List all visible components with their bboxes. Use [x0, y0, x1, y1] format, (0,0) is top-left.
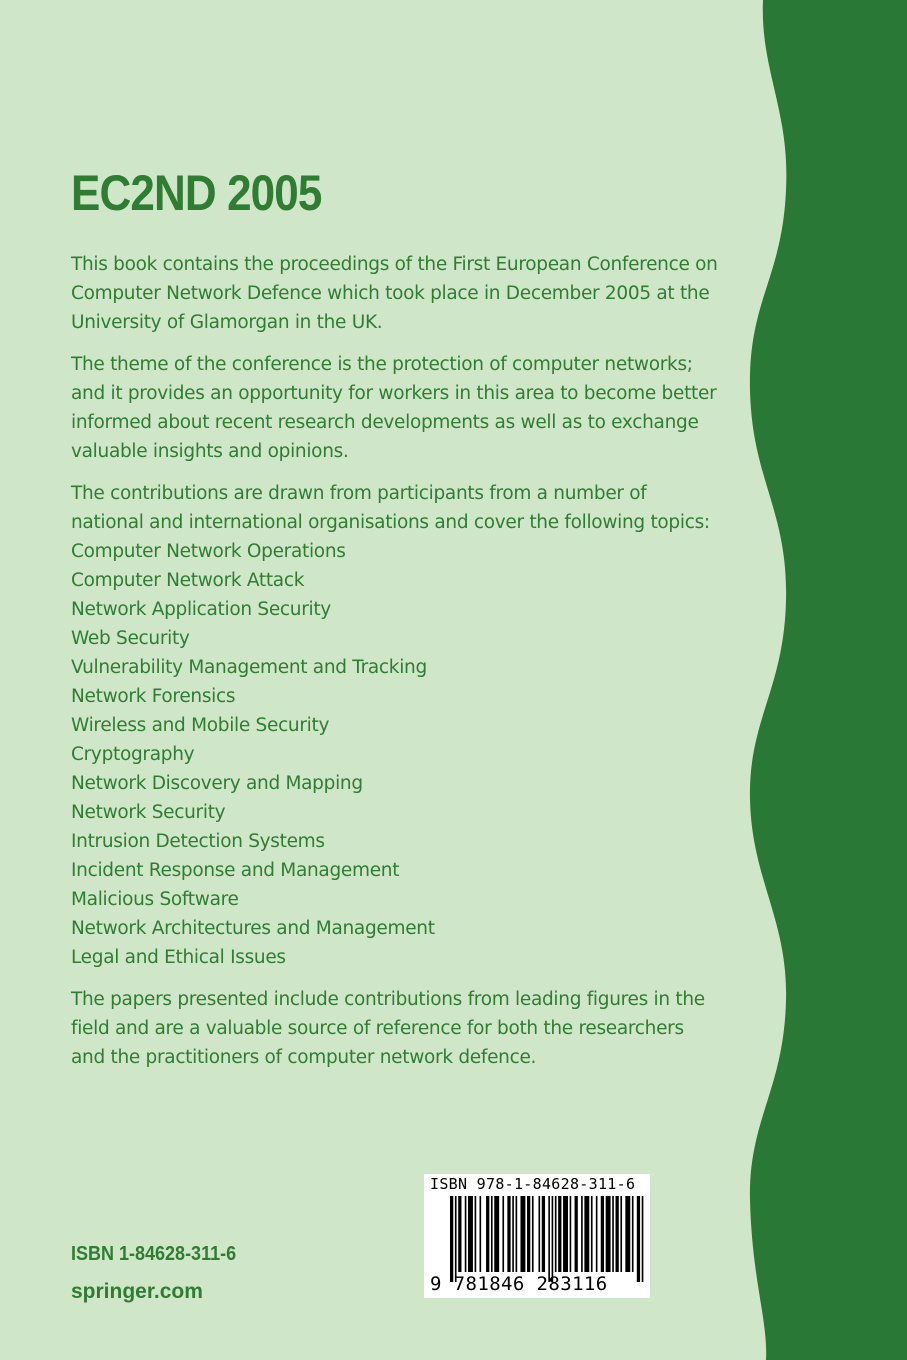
contributions-paragraph: The contributions are drawn from participants from a number of national and international organisations and cover the following topics:: [71, 483, 710, 533]
barcode-bar: [575, 1196, 578, 1272]
barcode-bar: [491, 1196, 493, 1272]
topic-item: Incident Response and Management: [71, 860, 400, 881]
barcode-number: 9 781846 283116: [430, 1273, 608, 1295]
barcode-bar: [468, 1196, 473, 1272]
barcode-bar: [642, 1196, 644, 1282]
barcode-bar: [479, 1196, 481, 1272]
barcode-bar: [475, 1196, 477, 1272]
barcode-bar: [450, 1196, 453, 1282]
barcode-bar: [494, 1196, 499, 1272]
barcode-bar: [555, 1196, 557, 1272]
barcode-bar: [616, 1196, 619, 1272]
barcode-bar: [516, 1196, 518, 1272]
topic-item: Network Security: [71, 802, 226, 823]
barcode-bar: [465, 1196, 467, 1272]
barcode-bar: [581, 1196, 583, 1272]
topic-item: Vulnerability Management and Tracking: [71, 657, 427, 678]
topic-list: [71, 537, 721, 972]
publisher-link[interactable]: springer.com: [71, 1280, 203, 1303]
barcode-bar: [563, 1196, 568, 1272]
barcode-bar: [458, 1196, 461, 1272]
barcode-bar: [632, 1196, 634, 1272]
topic-item: Network Forensics: [71, 686, 236, 707]
barcode-bar: [637, 1196, 640, 1282]
topic-item: Malicious Software: [71, 889, 239, 910]
barcode-bar: [507, 1196, 510, 1272]
barcode-bar: [542, 1196, 545, 1272]
barcode-bar: [601, 1196, 604, 1272]
intro-paragraph: This book contains the proceedings of the First European Conference on Computer Network Defence which took place in December 2005 at the University of Glamorgan in the UK.: [71, 254, 718, 333]
topic-item: Intrusion Detection Systems: [71, 831, 325, 852]
barcode-bar: [527, 1196, 530, 1272]
barcode-isbn: ISBN 978-1-84628-311-6: [430, 1175, 636, 1193]
barcode-bar: [455, 1196, 457, 1282]
barcode-bar: [512, 1196, 514, 1272]
isbn-label: ISBN 1-84628-311-6: [71, 1243, 237, 1265]
barcode-bar: [584, 1196, 589, 1272]
topic-item: Legal and Ethical Issues: [71, 947, 286, 968]
closing-paragraph: The papers presented include contributions from leading figures in the field and are a valuable source of reference for both the researchers and the practitioners of computer network defence.: [71, 989, 705, 1068]
topic-item: Web Security: [71, 628, 190, 649]
barcode-bar: [625, 1196, 630, 1272]
barcode-bar: [538, 1196, 540, 1272]
back-cover-blurb: [71, 250, 721, 1085]
barcode-bar: [570, 1196, 572, 1272]
barcode-bar: [548, 1196, 550, 1282]
barcode-bar: [606, 1196, 611, 1272]
theme-paragraph: The theme of the conference is the protection of computer networks; and it provides an opportunity for workers in this area to become better informed about recent research developments as well as to exchange valuable insights and opinions.: [71, 354, 717, 462]
topic-item: Network Application Security: [71, 599, 331, 620]
barcode-bar: [596, 1196, 598, 1272]
barcode-bar: [520, 1196, 525, 1272]
barcode-bar: [620, 1196, 622, 1272]
barcode-bar: [591, 1196, 593, 1272]
topic-item: Wireless and Mobile Security: [71, 715, 330, 736]
topic-item: Computer Network Attack: [71, 570, 305, 591]
topic-item: Network Architectures and Management: [71, 918, 435, 939]
barcode-bar: [486, 1196, 489, 1272]
barcode-bar: [502, 1196, 504, 1272]
barcode-bar: [612, 1196, 614, 1272]
topic-item: Computer Network Operations: [71, 541, 346, 562]
barcode-bar: [532, 1196, 534, 1272]
topic-item: Cryptography: [71, 744, 195, 765]
topic-item: Network Discovery and Mapping: [71, 773, 363, 794]
barcode-bar: [558, 1196, 561, 1272]
barcode-bar: [552, 1196, 554, 1282]
book-title: EC2ND 2005: [71, 165, 322, 221]
barcode: [424, 1174, 650, 1298]
